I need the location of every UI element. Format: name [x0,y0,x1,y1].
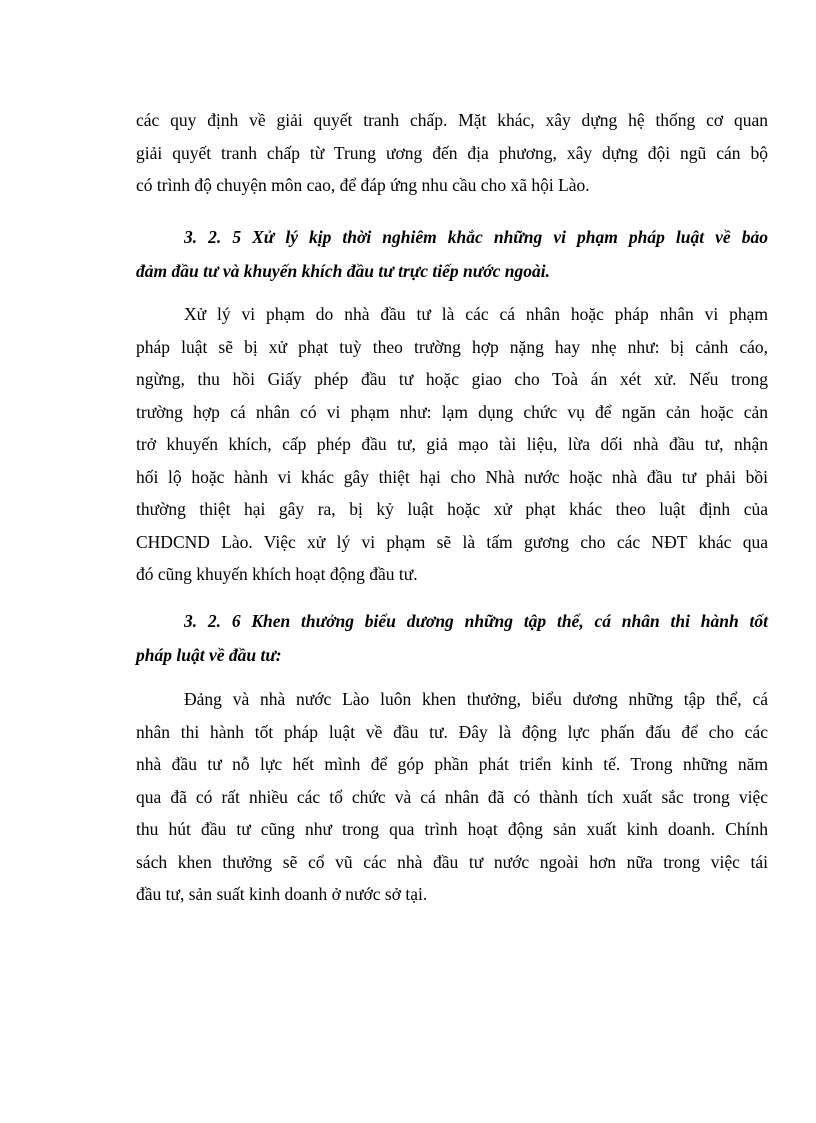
text-line: qua đã có rất nhiều các tổ chức và cá nhân đã có thành tích xuất sắc trong việc [136,786,768,807]
text-line: trở khuyến khích, cấp phép đầu tư, giả mạo tài liệu, lừa dối nhà đầu tư, nhận [136,434,768,454]
section-heading-3-2-6 [136,604,768,672]
text-line: CHDCND Lào. Việc xử lý vi phạm sẽ là tấm gương cho các NĐT khác qua [136,531,768,552]
heading-line: pháp luật về đầu tư: [136,645,282,665]
text-line: nhân thi hành tốt pháp luật về đầu tư. Đây là động lực phấn đấu để cho các [136,721,768,742]
text-line: hối lộ hoặc hành vi khác gây thiệt hại cho Nhà nước hoặc nhà đầu tư phải bồi [136,466,768,487]
paragraph-dispute-resolution [136,104,768,202]
section-heading-3-2-5 [136,220,768,288]
text-line: nhà đầu tư nỗ lực hết mình để góp phần phát triển kinh tế. Trong những năm [136,754,768,774]
text-line: pháp luật sẽ bị xử phạt tuỳ theo trường hợp nặng hay nhẹ như: bị cảnh cáo, [136,336,768,357]
text-line: đó cũng khuyến khích hoạt động đầu tư. [136,564,418,584]
heading-line: 3. 2. 5 Xử lý kịp thời nghiêm khắc những vi phạm pháp luật về bảo [184,227,768,247]
text-line: giải quyết tranh chấp từ Trung ương đến địa phương, xây dựng đội ngũ cán bộ [136,142,768,163]
heading-line: đảm đầu tư và khuyến khích đầu tư trực tiếp nước ngoài. [136,261,551,281]
text-line: Xử lý vi phạm do nhà đầu tư là các cá nhân hoặc pháp nhân vi phạm [184,304,768,324]
text-line: có trình độ chuyện môn cao, để đáp ứng nhu cầu cho xã hội Lào. [136,175,590,195]
text-line: các quy định về giải quyết tranh chấp. Mặt khác, xây dựng hệ thống cơ quan [136,110,768,130]
text-line: sách khen thưởng sẽ cổ vũ các nhà đầu tư nước ngoài hơn nữa trong việc tái [136,851,768,872]
text-line: Đảng và nhà nước Lào luôn khen thưởng, biểu dương những tập thể, cá [184,689,768,709]
text-line: trường hợp cá nhân có vi phạm như: lạm dụng chức vụ để ngăn cản hoặc cản [136,401,768,422]
heading-line: 3. 2. 6 Khen thưởng biểu dương những tập thể, cá nhân thi hành tốt [184,611,768,631]
text-line: ngừng, thu hồi Giấy phép đầu tư hoặc giao cho Toà án xét xử. Nếu trong [136,369,768,389]
text-line: thu hút đầu tư cũng như trong qua trình hoạt động sản xuất kinh doanh. Chính [136,819,768,839]
paragraph-violation-handling [136,298,768,591]
text-line: đầu tư, sản suất kinh doanh ở nước sở tại. [136,884,428,904]
paragraph-commendation [136,683,768,911]
text-line: thường thiệt hại gây ra, bị kỷ luật hoặc xử phạt khác theo luật định của [136,499,768,519]
